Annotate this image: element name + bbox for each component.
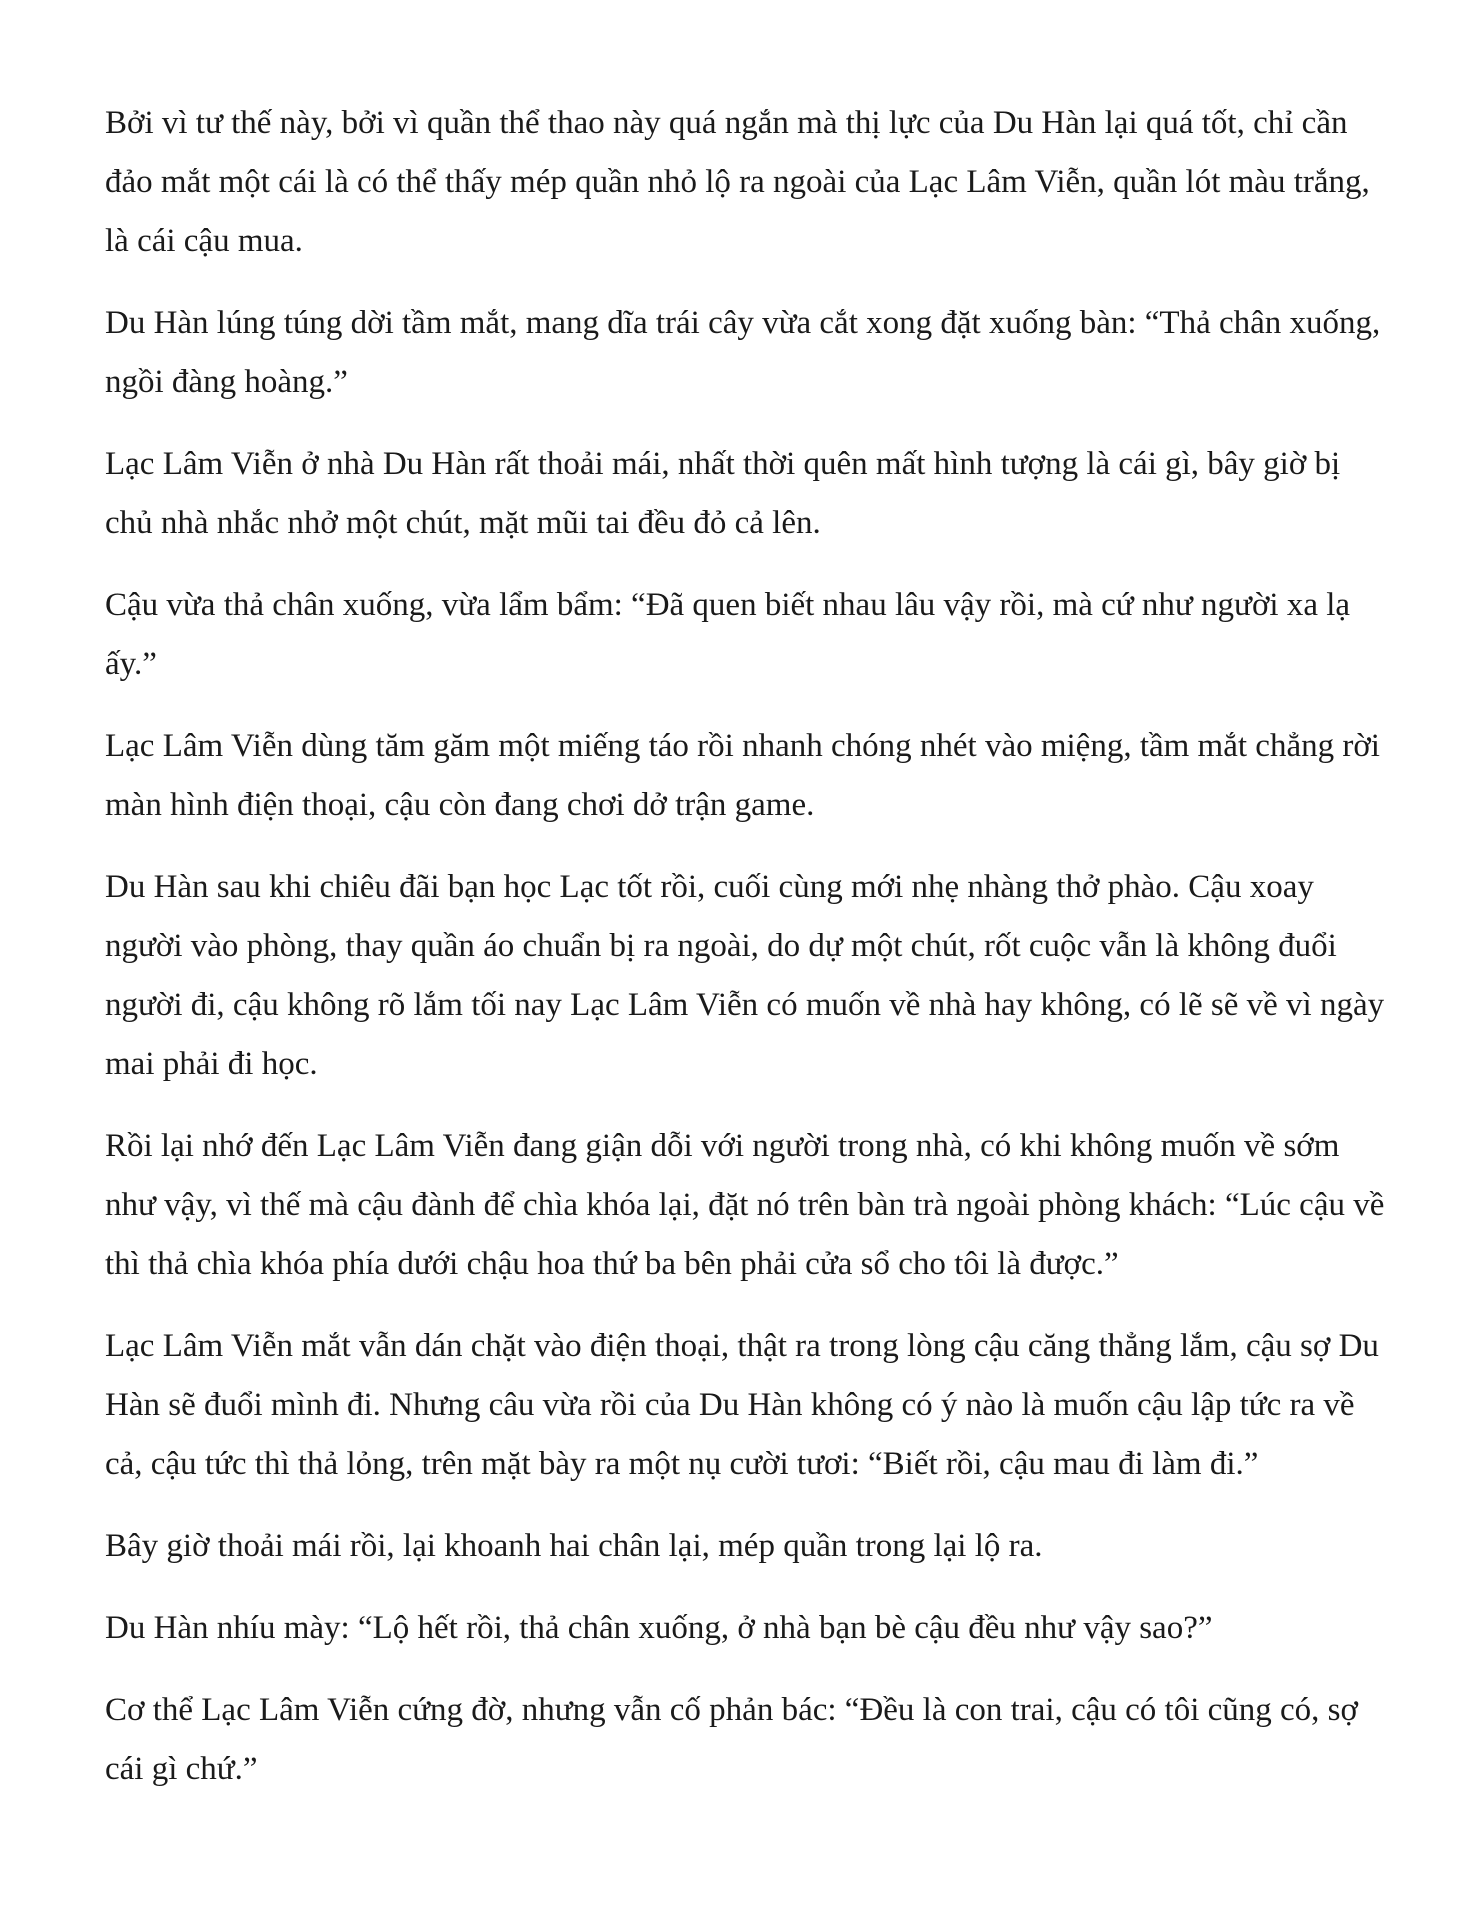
- paragraph-10: Du Hàn nhíu mày: “Lộ hết rồi, thả chân xuống, ở nhà bạn bè cậu đều như vậy sao?”: [105, 1610, 1213, 1646]
- paragraph-7: Rồi lại nhớ đến Lạc Lâm Viễn đang giận dỗi với người trong nhà, có khi không muốn về sớm như vậy, vì thế mà cậu đành để chìa khóa lại, đặt nó trên bàn trà ngoài phòng khách: “Lúc cậu về thì thả chìa khóa phía dưới chậu hoa thứ ba bên phải cửa sổ cho tôi là được.”: [105, 1128, 1385, 1282]
- paragraph-4: Cậu vừa thả chân xuống, vừa lẩm bẩm: “Đã quen biết nhau lâu vậy rồi, mà cứ như người xa lạ ấy.”: [105, 587, 1351, 682]
- paragraph-1: Bởi vì tư thế này, bởi vì quần thể thao này quá ngắn mà thị lực của Du Hàn lại quá tốt, chỉ cần đảo mắt một cái là có thể thấy mép quần nhỏ lộ ra ngoài của Lạc Lâm Viễn, quần lót màu trắng, là cái cậu mua.: [105, 105, 1370, 259]
- paragraph-11: Cơ thể Lạc Lâm Viễn cứng đờ, nhưng vẫn cố phản bác: “Đều là con trai, cậu có tôi cũng có, sợ cái gì chứ.”: [105, 1692, 1358, 1787]
- paragraph-8: Lạc Lâm Viễn mắt vẫn dán chặt vào điện thoại, thật ra trong lòng cậu căng thẳng lắm, cậu sợ Du Hàn sẽ đuổi mình đi. Nhưng câu vừa rồi của Du Hàn không có ý nào là muốn cậu lập tức ra về cả, cậu tức thì thả lỏng, trên mặt bày ra một nụ cười tươi: “Biết rồi, cậu mau đi làm đi.”: [105, 1328, 1379, 1482]
- paragraph-2: Du Hàn lúng túng dời tầm mắt, mang dĩa trái cây vừa cắt xong đặt xuống bàn: “Thả chân xuống, ngồi đàng hoàng.”: [105, 305, 1381, 400]
- paragraph-6: Du Hàn sau khi chiêu đãi bạn học Lạc tốt rồi, cuối cùng mới nhẹ nhàng thở phào. Cậu xoay người vào phòng, thay quần áo chuẩn bị ra ngoài, do dự một chút, rốt cuộc vẫn là không đuổi người đi, cậu không rõ lắm tối nay Lạc Lâm Viễn có muốn về nhà hay không, có lẽ sẽ về vì ngày mai phải đi học.: [105, 869, 1385, 1082]
- paragraph-3: Lạc Lâm Viễn ở nhà Du Hàn rất thoải mái, nhất thời quên mất hình tượng là cái gì, bây giờ bị chủ nhà nhắc nhở một chút, mặt mũi tai đều đỏ cả lên.: [105, 446, 1341, 541]
- paragraph-9: Bây giờ thoải mái rồi, lại khoanh hai chân lại, mép quần trong lại lộ ra.: [105, 1528, 1043, 1564]
- paragraph-5: Lạc Lâm Viễn dùng tăm găm một miếng táo rồi nhanh chóng nhét vào miệng, tầm mắt chẳng rời màn hình điện thoại, cậu còn đang chơi dở trận game.: [105, 728, 1380, 823]
- document-page: [105, 94, 1385, 1822]
